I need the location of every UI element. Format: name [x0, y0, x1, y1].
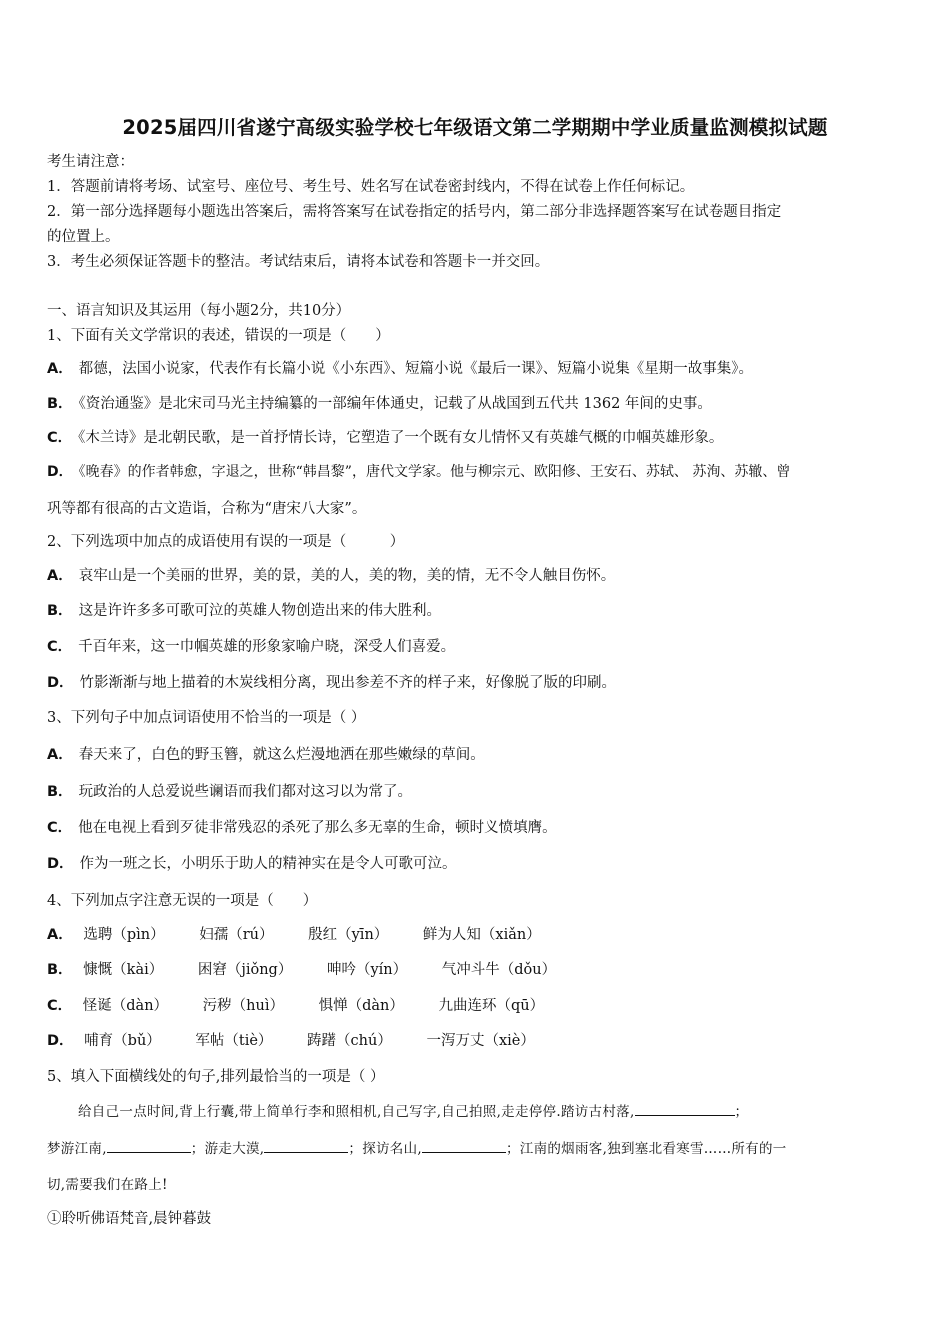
pinyin-item: 军帖（tiè） [195, 1033, 273, 1049]
option-label: B． [47, 603, 73, 619]
fill-blank [264, 1138, 348, 1153]
option-b [47, 601, 441, 621]
passage-text: 梦游江南, [47, 1141, 107, 1157]
question-stem: 4、下列加点字注意无误的一项是（ ） [47, 893, 318, 909]
pinyin-item: 踌躇（chú） [307, 1033, 392, 1049]
passage-line: 切,需要我们在路上! [47, 1177, 168, 1193]
option-text: 千百年来，这一巾帼英雄的形象家喻户晓，深受人们喜爱。 [78, 639, 456, 655]
pinyin-item: 惧惮（dàn） [318, 998, 404, 1014]
option-label: C． [47, 820, 73, 836]
option-label: C． [47, 998, 73, 1014]
pinyin-item: 气冲斗牛（dǒu） [441, 962, 557, 978]
fill-blank [635, 1101, 735, 1116]
option-label: A． [47, 361, 73, 377]
question-stem: 3、下列句子中加点词语使用不恰当的一项是（ ） [47, 710, 366, 726]
option-b [47, 782, 412, 802]
option-text: 作为一班之长，小明乐于助人的精神实在是令人可歌可泣。 [79, 856, 457, 872]
option-label: D． [47, 464, 73, 480]
pinyin-item: 殷红（yīn） [308, 927, 389, 943]
option-text: 都德，法国小说家，代表作有长篇小说《小东西》、短篇小说《最后一课》、短篇小说集《星期一故事集》。 [78, 361, 753, 377]
pinyin-item: 呻吟（yín） [326, 962, 408, 978]
answer-item: ①聆听佛语梵音,晨钟暮鼓 [47, 1211, 212, 1227]
option-text: 他在电视上看到歹徒非常残忍的杀死了那么多无辜的生命，顿时义愤填膺。 [78, 820, 557, 836]
option-a [47, 566, 615, 586]
passage-line [78, 1101, 748, 1122]
option-d [47, 462, 790, 482]
pinyin-item: 困窘（jiǒng） [197, 962, 293, 978]
notice-item: 2．第一部分选择题每小题选出答案后，需将答案写在试卷指定的括号内，第二部分非选择题答案写在试卷题目指定 [47, 204, 782, 220]
option-c [47, 996, 574, 1016]
option-text: 春天来了，白色的野玉簪，就这么烂漫地洒在那些嫩绿的草间。 [78, 747, 485, 763]
option-label: D． [47, 1033, 74, 1049]
option-b [47, 960, 586, 980]
option-label: B． [47, 784, 73, 800]
pinyin-item: 哺育（bǔ） [84, 1033, 161, 1049]
option-d [47, 673, 616, 693]
notice-item: 1．答题前请将考场、试室号、座位号、考生号、姓名写在试卷密封线内，不得在试卷上作任何标记。 [47, 179, 695, 195]
pinyin-item: 九曲连环（qū） [438, 998, 545, 1014]
option-text: 《木兰诗》是北朝民歌，是一首抒情长诗，它塑造了一个既有女儿情怀又有英雄气概的巾帼英雄形象。 [78, 430, 724, 446]
option-label: B． [47, 962, 73, 978]
pinyin-item: 妇孺（rú） [199, 927, 274, 943]
fill-blank [422, 1138, 506, 1153]
option-d [47, 854, 457, 874]
option-c [47, 428, 723, 448]
passage-text: ；江南的烟雨客,独到塞北看寒雪……所有的一 [505, 1141, 787, 1157]
passage-text: ； [734, 1104, 749, 1120]
option-a [47, 359, 753, 379]
section-heading: 一、语言知识及其运用（每小题2分，共10分） [47, 303, 351, 319]
option-label: D． [47, 675, 74, 691]
pinyin-item: 污秽（huì） [202, 998, 284, 1014]
question-stem: 5、填入下面横线处的句子,排列最恰当的一项是（ ） [47, 1069, 385, 1085]
passage-text: ；探访名山, [348, 1141, 422, 1157]
pinyin-item: 慷慨（kài） [83, 962, 164, 978]
option-label: A． [47, 927, 73, 943]
option-d-continuation: 巩等都有很高的古文造诣，合称为“唐宋八大家”。 [47, 501, 367, 517]
option-c [47, 637, 455, 657]
option-text: 这是许许多多可歌可泣的英雄人物创造出来的伟大胜利。 [78, 603, 442, 619]
notice-item: 3．考生必须保证答题卡的整洁。考试结束后，请将本试卷和答题卡一并交回。 [47, 254, 550, 270]
option-c [47, 818, 557, 838]
option-label: D． [47, 856, 74, 872]
option-label: C． [47, 430, 73, 446]
option-b [47, 394, 712, 414]
option-text: 《晚春》的作者韩愈，字退之，世称“韩昌黎”，唐代文学家。他与柳宗元、欧阳修、王安石、苏轼、 苏洵、苏辙、曾 [78, 464, 791, 480]
question-stem: 1、下面有关文学常识的表述，错误的一项是（ ） [47, 328, 390, 344]
pinyin-item: 一泻万丈（xiè） [426, 1033, 535, 1049]
option-text: 玩政治的人总爱说些谰语而我们都对这习以为常了。 [78, 784, 413, 800]
option-label: A． [47, 568, 73, 584]
pinyin-item: 鲜为人知（xiǎn） [422, 927, 541, 943]
notice-heading: 考生请注意： [47, 154, 134, 170]
option-a [47, 925, 571, 945]
passage-text: ；游走大漠, [190, 1141, 265, 1157]
option-label: B． [47, 396, 73, 412]
pinyin-item: 怪诞（dàn） [82, 998, 169, 1014]
pinyin-item: 选聘（pìn） [83, 927, 165, 943]
notice-item: 的位置上。 [47, 229, 120, 245]
option-text: 哀牢山是一个美丽的世界，美的景，美的人，美的物，美的情，无不令人触目伤怀。 [78, 568, 616, 584]
passage-line [47, 1138, 787, 1159]
option-d [47, 1031, 565, 1051]
fill-blank [107, 1138, 191, 1153]
option-a [47, 745, 485, 765]
option-label: C． [47, 639, 73, 655]
page-title: 2025届四川省遂宁高级实验学校七年级语文第二学期期中学业质量监测模拟试题 [122, 116, 828, 139]
passage-text: 给自己一点时间,背上行囊,带上简单行李和照相机,自己写字,自己拍照,走走停停.踏访古村落, [78, 1104, 635, 1120]
option-text: 《资治通鉴》是北宋司马光主持编纂的一部编年体通史，记载了从战国到五代共 1362 年间的史事。 [78, 396, 712, 412]
option-text: 竹影渐渐与地上描着的木炭线相分离，现出参差不齐的样子来，好像脱了版的印刷。 [79, 675, 617, 691]
option-label: A． [47, 747, 73, 763]
question-stem: 2、下列选项中加点的成语使用有误的一项是（ ） [47, 534, 405, 550]
